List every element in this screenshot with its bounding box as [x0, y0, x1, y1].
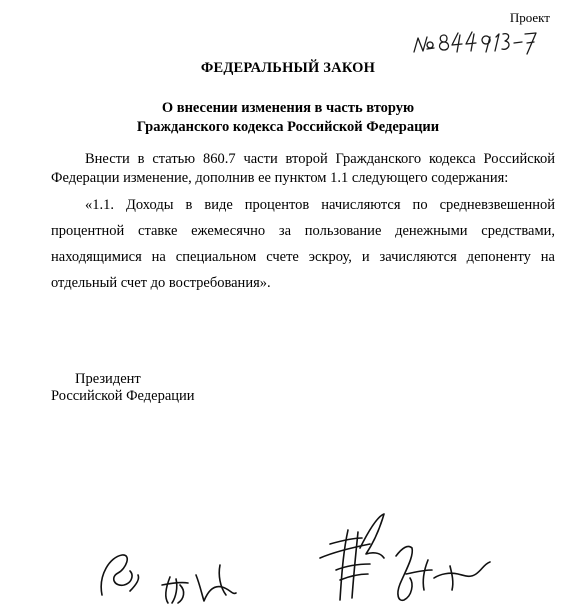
project-label: Проект	[509, 10, 550, 25]
amendment-paragraph: «1.1. Доходы в виде процентов начисляются по средневзвешенной процентной ставке ежемесячно за пользование денежными средствами, находящимися на специальном счете эскроу, и зачисляются депоненту на отдельный счет до востребования».	[51, 197, 555, 291]
law-title-line-2: Гражданского кодекса Российской Федерации	[136, 119, 440, 135]
signatory-block	[51, 371, 195, 405]
signatory-title: Президент	[75, 371, 141, 387]
svg-text:№ 844913-7: № 844913-7	[410, 26, 416, 27]
intro-paragraph: Внести в статью 860.7 части второй Гражданского кодекса Российской Федерации изменение, дополнив ее пунктом 1.1 следующего содержания:	[51, 151, 555, 186]
signature-left	[92, 535, 262, 605]
signature-right	[300, 508, 500, 605]
handwritten-registration-number	[410, 26, 540, 60]
law-title-line-1: О внесении изменения в часть вторую	[161, 100, 415, 116]
law-type-heading: ФЕДЕРАЛЬНЫЙ ЗАКОН	[200, 60, 376, 76]
law-title	[0, 99, 576, 137]
signatory-country: Российской Федерации	[51, 388, 195, 404]
law-body	[51, 150, 555, 296]
